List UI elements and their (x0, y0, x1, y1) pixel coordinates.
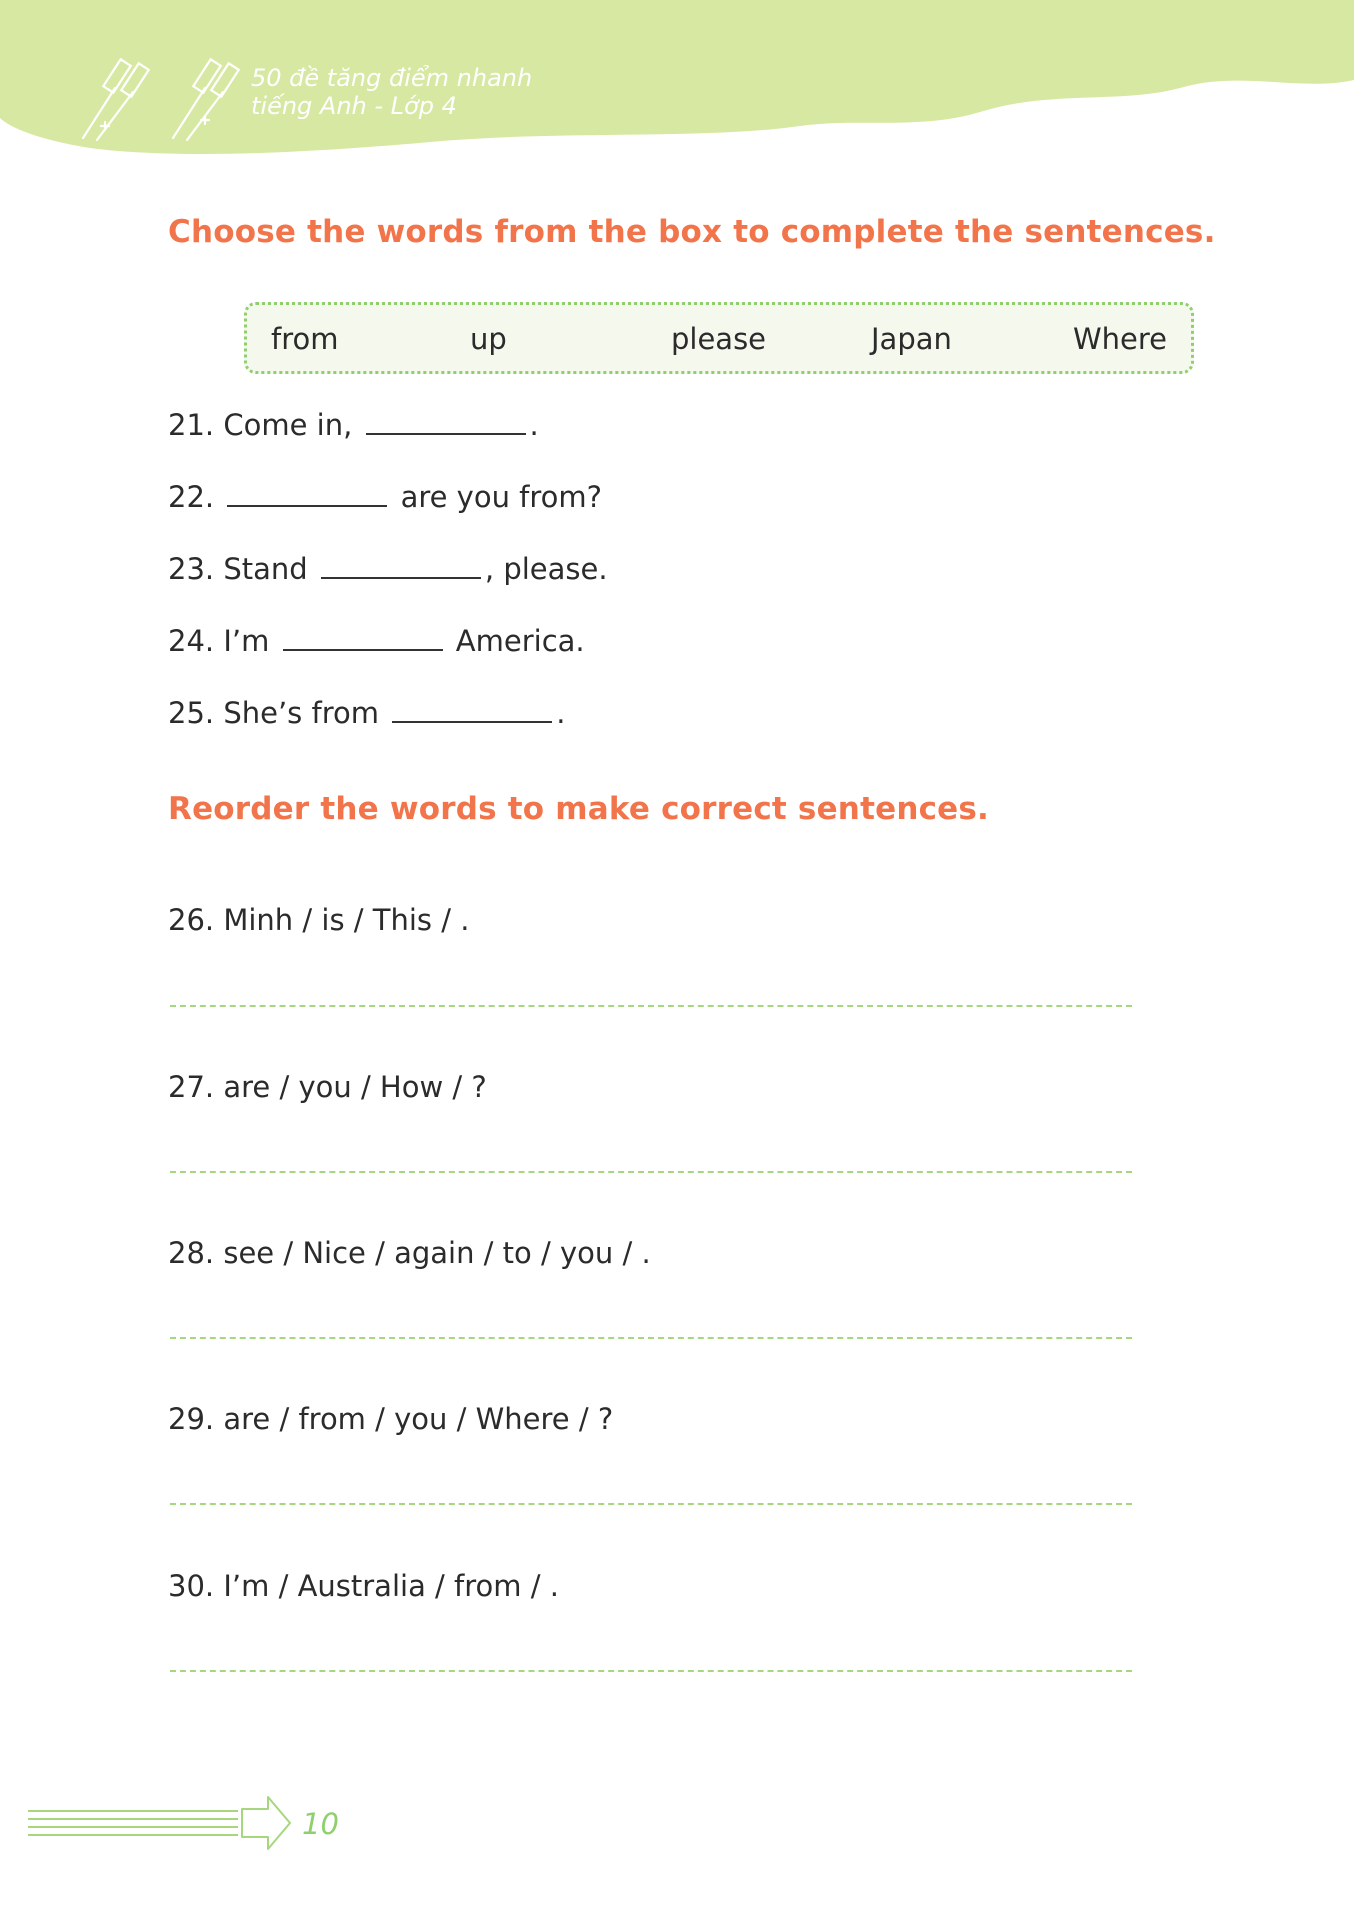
page-number: 10 (302, 1807, 339, 1841)
question-text: are you from? (400, 480, 603, 514)
answer-blank[interactable] (283, 625, 443, 651)
book-title-line1: 50 đề tăng điểm nhanh (251, 64, 533, 92)
firework-icon (165, 52, 255, 142)
firework-icon (75, 52, 165, 142)
word-box-item: from (271, 322, 339, 356)
book-title (251, 64, 532, 120)
answer-blank[interactable] (366, 409, 526, 435)
question-30: 30. I’m / Australia / from / . (168, 1569, 559, 1603)
question-text: 25. She’s from (168, 696, 380, 730)
question-text: 22. (168, 480, 215, 514)
answer-line[interactable] (170, 1503, 1132, 1505)
question-25 (168, 695, 565, 731)
question-22 (168, 479, 602, 515)
word-box-item: please (671, 322, 767, 356)
answer-line[interactable] (170, 1670, 1132, 1672)
answer-blank[interactable] (392, 697, 552, 723)
word-box-item: up (470, 322, 507, 356)
question-text: America. (455, 624, 585, 658)
question-text: . (556, 696, 566, 730)
question-26: 26. Minh / is / This / . (168, 903, 470, 937)
answer-blank[interactable] (227, 481, 387, 507)
question-text: , please. (484, 552, 608, 586)
question-21 (168, 407, 539, 443)
answer-line[interactable] (170, 1337, 1132, 1339)
word-box-item: Where (1073, 322, 1168, 356)
question-text: 23. Stand (168, 552, 308, 586)
section-heading-fill-in: Choose the words from the box to complete the sentences. (168, 214, 1216, 250)
answer-blank[interactable] (321, 553, 481, 579)
book-title-line2: tiếng Anh - Lớp 4 (251, 92, 457, 120)
question-text: 21. Come in, (168, 408, 353, 442)
question-23 (168, 551, 608, 587)
question-28: 28. see / Nice / again / to / you / . (168, 1236, 651, 1270)
section-heading-reorder: Reorder the words to make correct sentences. (168, 791, 990, 827)
word-box (244, 302, 1194, 374)
question-text: 24. I’m (168, 624, 270, 658)
arrow-right-icon (28, 1793, 298, 1853)
question-29: 29. are / from / you / Where / ? (168, 1402, 614, 1436)
question-27: 27. are / you / How / ? (168, 1070, 487, 1104)
answer-line[interactable] (170, 1005, 1132, 1007)
word-box-item: Japan (871, 322, 952, 356)
answer-line[interactable] (170, 1171, 1132, 1173)
question-24 (168, 623, 585, 659)
question-text: . (529, 408, 539, 442)
